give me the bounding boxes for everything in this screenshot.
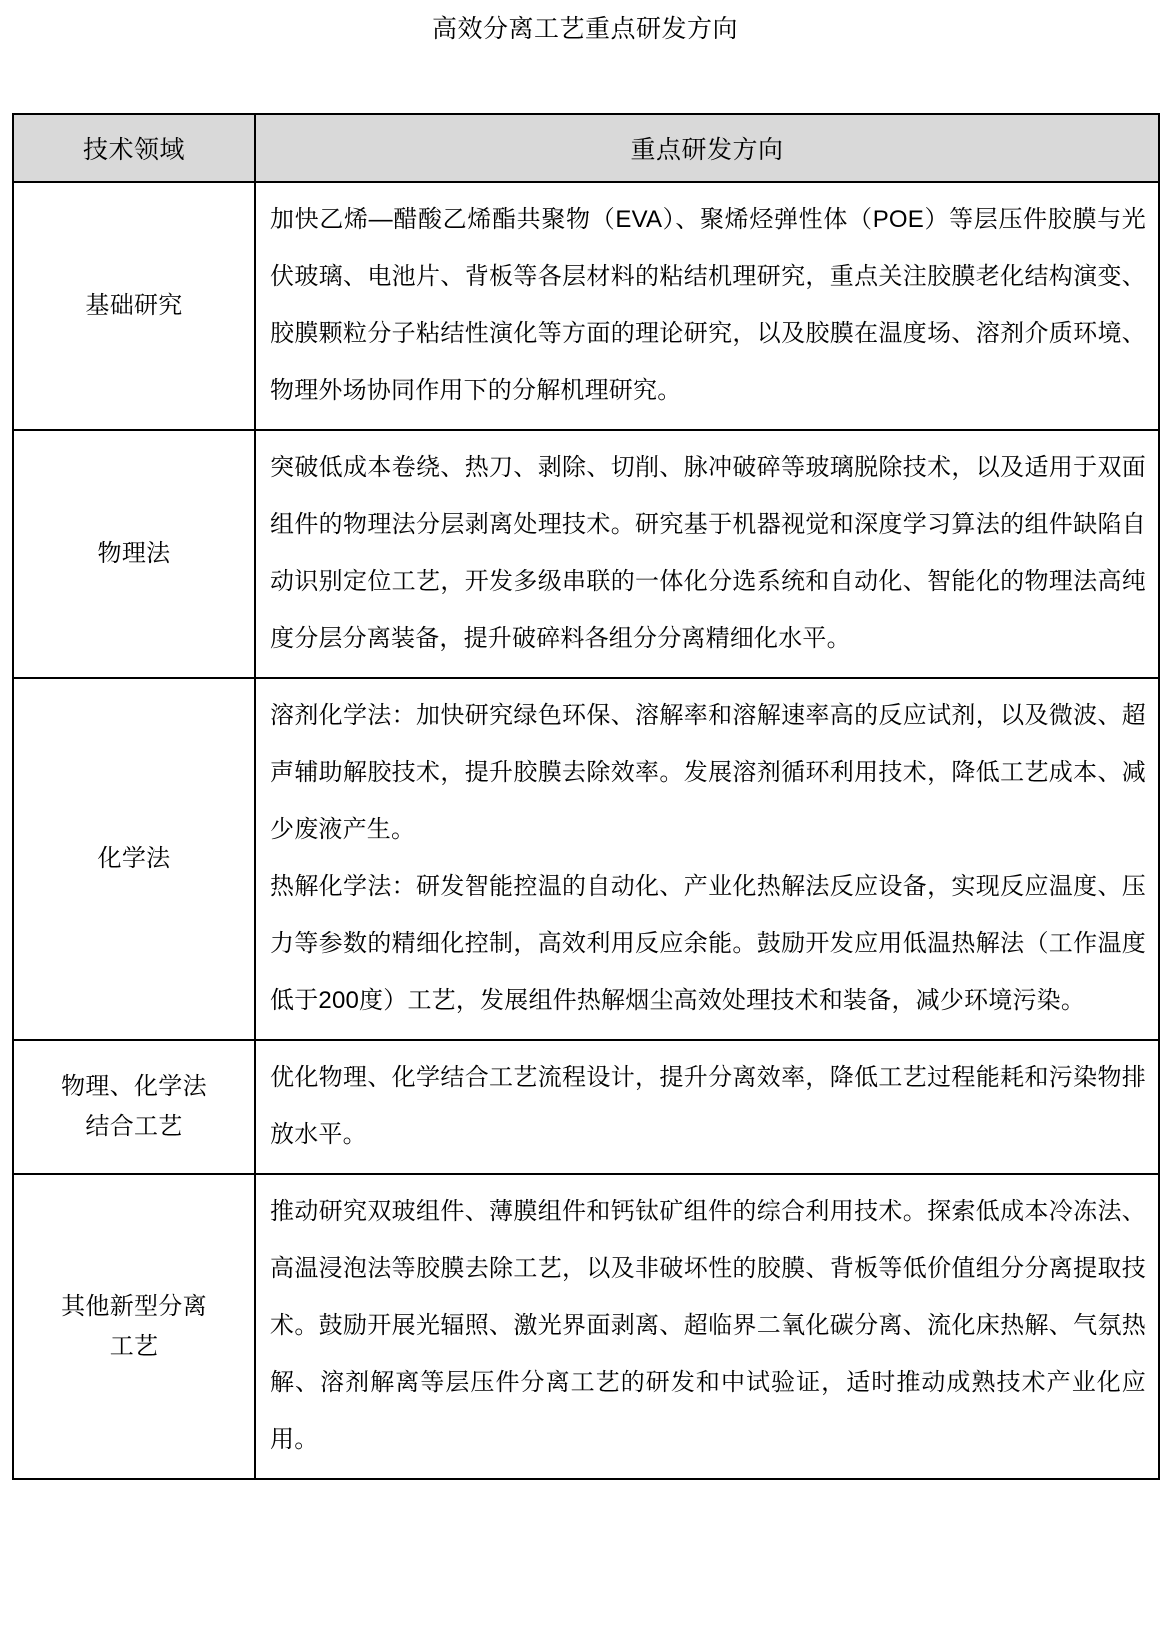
cell-technology-field: 其他新型分离 工艺 xyxy=(13,1174,255,1479)
cell-technology-field: 基础研究 xyxy=(13,182,255,430)
table-header xyxy=(13,114,1159,182)
cell-research-direction xyxy=(255,182,1159,430)
table-row xyxy=(13,1040,1159,1174)
table-row xyxy=(13,430,1159,678)
research-direction-paragraph: 优化物理、化学结合工艺流程设计，提升分离效率，降低工艺过程能耗和污染物排放水平。 xyxy=(270,1064,1146,1148)
research-direction-paragraph: 突破低成本卷绕、热刀、剥除、切削、脉冲破碎等玻璃脱除技术，以及适用于双面组件的物理法分层剥离处理技术。研究基于机器视觉和深度学习算法的组件缺陷自动识别定位工艺，开发多级串联的一体化分选系统和自动化、智能化的物理法高纯度分层分离装备，提升破碎料各组分分离精细化水平。 xyxy=(270,454,1146,652)
research-direction-paragraph: 加快乙烯—醋酸乙烯酯共聚物（EVA）、聚烯烃弹性体（POE）等层压件胶膜与光伏玻璃、电池片、背板等各层材料的粘结机理研究，重点关注胶膜老化结构演变、胶膜颗粒分子粘结性演化等方面的理论研究，以及胶膜在温度场、溶剂介质环境、物理外场协同作用下的分解机理研究。 xyxy=(270,206,1146,404)
research-direction-paragraph: 热解化学法：研发智能控温的自动化、产业化热解法反应设备，实现反应温度、压力等参数的精细化控制，高效利用反应余能。鼓励开发应用低温热解法（工作温度低于200度）工艺，发展组件热解烟尘高效处理技术和装备，减少环境污染。 xyxy=(270,873,1146,1014)
cell-research-direction xyxy=(255,678,1159,1040)
cell-research-direction xyxy=(255,430,1159,678)
research-direction-paragraph: 溶剂化学法：加快研究绿色环保、溶解率和溶解速率高的反应试剂，以及微波、超声辅助解胶技术，提升胶膜去除效率。发展溶剂循环利用技术，降低工艺成本、减少废液产生。 xyxy=(270,702,1146,843)
cell-research-direction xyxy=(255,1174,1159,1479)
page-title: 高效分离工艺重点研发方向 xyxy=(431,15,738,43)
research-directions-table xyxy=(12,113,1160,1480)
table-row xyxy=(13,182,1159,430)
column-header-research-direction: 重点研发方向 xyxy=(255,114,1159,182)
table-body xyxy=(13,182,1159,1479)
cell-technology-field: 物理法 xyxy=(13,430,255,678)
spec-table-container xyxy=(12,113,1158,1480)
cell-technology-field: 化学法 xyxy=(13,678,255,1040)
table-row xyxy=(13,678,1159,1040)
table-header-row xyxy=(13,114,1159,182)
cell-technology-field: 物理、化学法 结合工艺 xyxy=(13,1040,255,1174)
column-header-technology-field: 技术领域 xyxy=(13,114,255,182)
table-row xyxy=(13,1174,1159,1479)
research-direction-paragraph: 推动研究双玻组件、薄膜组件和钙钛矿组件的综合利用技术。探索低成本冷冻法、高温浸泡法等胶膜去除工艺，以及非破坏性的胶膜、背板等低价值组分分离提取技术。鼓励开展光辐照、激光界面剥离、超临界二氧化碳分离、流化床热解、气氛热解、溶剂解离等层压件分离工艺的研发和中试验证，适时推动成熟技术产业化应用。 xyxy=(270,1198,1146,1453)
cell-research-direction xyxy=(255,1040,1159,1174)
